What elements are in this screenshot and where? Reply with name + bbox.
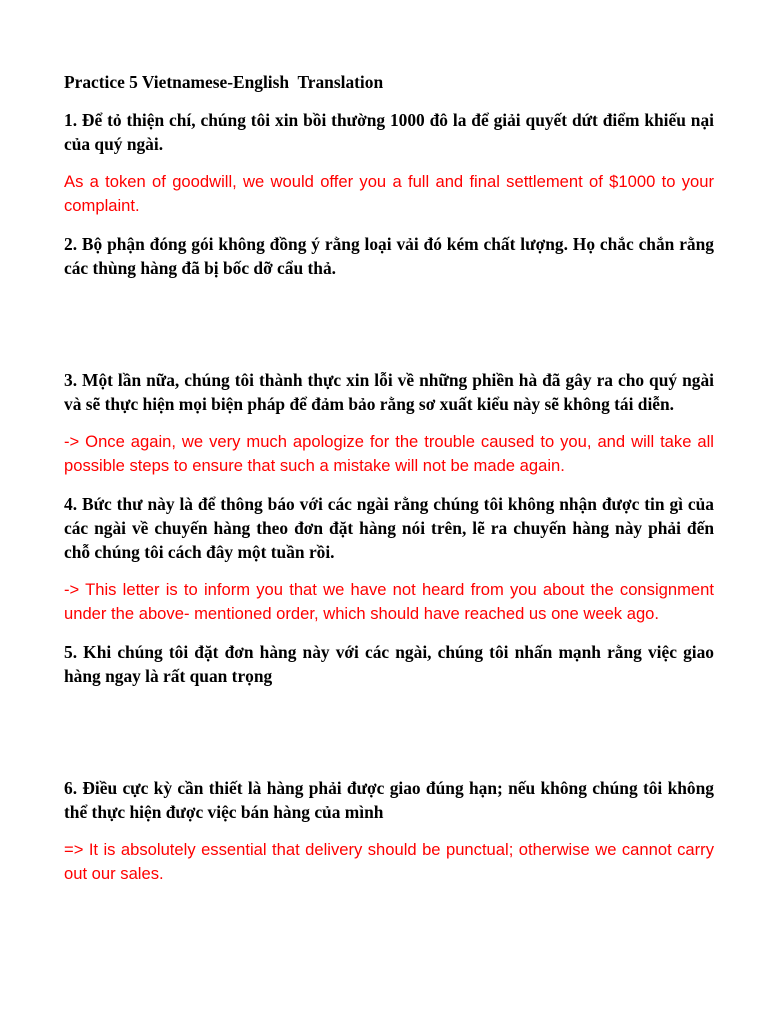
blank-answer-space-5 <box>64 702 714 776</box>
answer-1: As a token of goodwill, we would offer you a full and final settlement of $1000 to your complaint. <box>64 172 714 215</box>
answer-3: -> Once again, we very much apologize for the trouble caused to you, and will take all possible steps to ensure that such a mistake will not be made again. <box>64 432 714 475</box>
question-2: 2. Bộ phận đóng gói không đồng ý rằng loại vải đó kém chất lượng. Họ chắc chắn rằng các thùng hàng đã bị bốc dỡ cẩu thả. <box>64 234 714 278</box>
answer-4: -> This letter is to inform you that we have not heard from you about the consignment under the above- mentioned order, which should have reached us one week ago. <box>64 580 714 623</box>
question-5: 5. Khi chúng tôi đặt đơn hàng này với các ngài, chúng tôi nhấn mạnh rằng việc giao hàng ngay là rất quan trọng <box>64 642 714 686</box>
question-1: 1. Để tỏ thiện chí, chúng tôi xin bồi thường 1000 đô la để giải quyết dứt điểm khiếu nại của quý ngài. <box>64 110 714 154</box>
document-title: Practice 5 Vietnamese-English Translation <box>64 72 384 92</box>
question-3: 3. Một lần nữa, chúng tôi thành thực xin lỗi về những phiền hà đã gây ra cho quý ngài và sẽ thực hiện mọi biện pháp để đảm bảo rằng sơ xuất kiểu này sẽ không tái diễn. <box>64 370 714 414</box>
question-6: 6. Điều cực kỳ cần thiết là hàng phải được giao đúng hạn; nếu không chúng tôi không thể thực hiện được việc bán hàng của mình <box>64 778 714 822</box>
question-4: 4. Bức thư này là để thông báo với các ngài rằng chúng tôi không nhận được tin gì của các ngài về chuyến hàng theo đơn đặt hàng nói trên, lẽ ra chuyến hàng này phải đến chỗ chúng tôi cách đây một tuần rồi. <box>64 494 714 562</box>
document-page <box>64 70 714 900</box>
blank-answer-space-2 <box>64 294 714 368</box>
answer-6: => It is absolutely essential that delivery should be punctual; otherwise we cannot carry out our sales. <box>64 840 714 883</box>
